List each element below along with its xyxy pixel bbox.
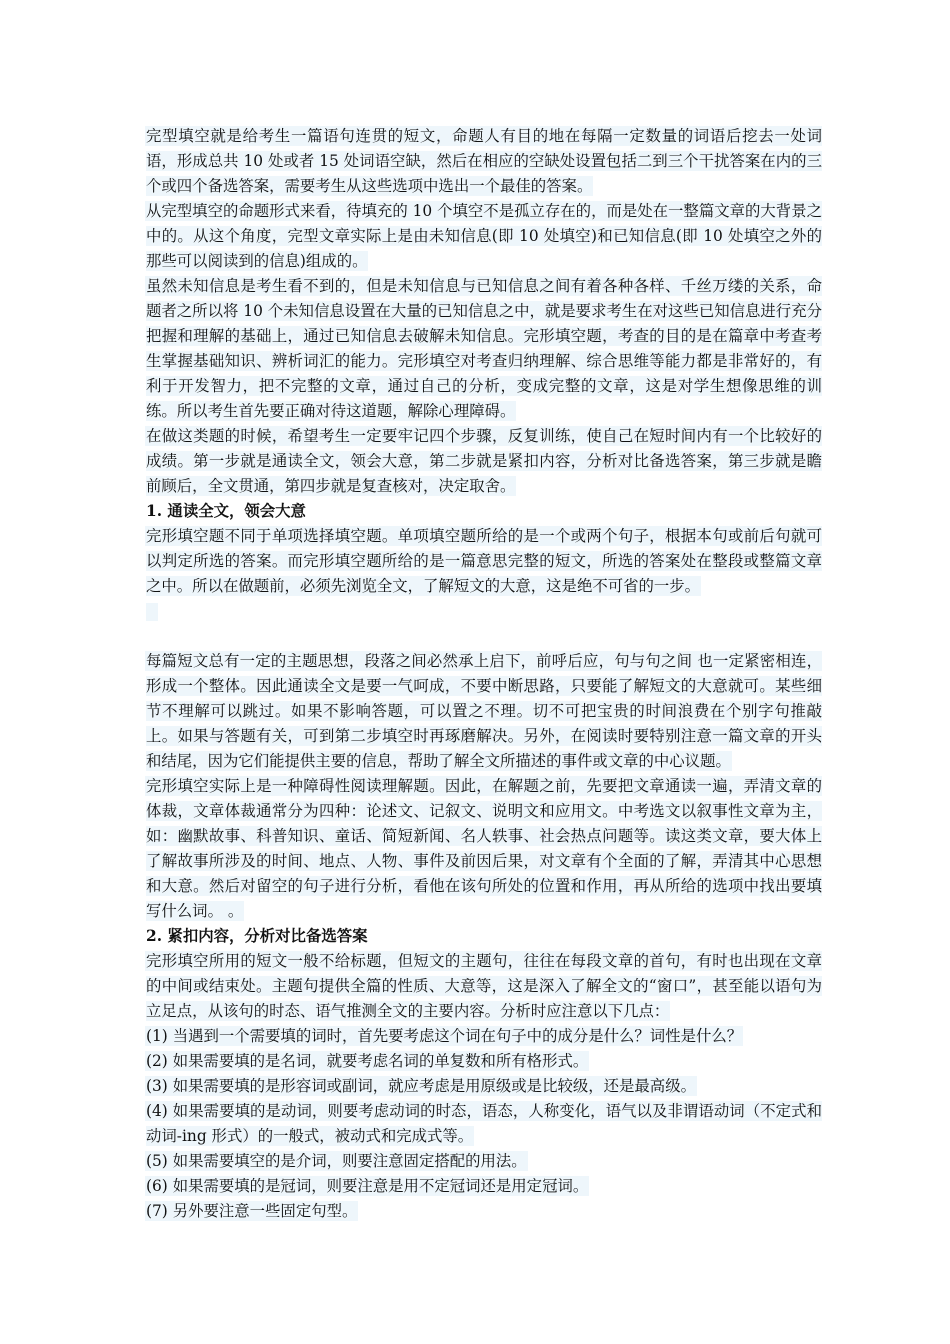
paragraph-text: 每篇短文总有一定的主题思想，段落之间必然承上启下，前呼后应，句与句之间 也一定紧密相连，形成一个整体。因此通读全文是要一气呵成，不要中断思路，只要能了解短文的大意就可。某些细节不理解可以跳过。如果不影响答题，可以置之不理。切不可把宝贵的时间浪费在个别字句推敲上。如果与答题有关，可到第二步填空时再琢磨解决。另外，在阅读时要特别注意一篇文章的开头和结尾，因为它们能提供主要的信息，帮助了解全文所描述的事件或文章的中心议题。 [146,652,822,770]
paragraph-text: 虽然未知信息是考生看不到的，但是未知信息与已知信息之间有着各种各样、千丝万缕的关系，命题者之所以将 10 个未知信息设置在大量的已知信息之中，就是要求考生在对这些已知信息进行充分把握和理解的基础上，通过已知信息去破解未知信息。完形填空题，考查的目的是在篇章中考查考生掌握基础知识、辨析词汇的能力。完形填空对考查归纳理解、综合思维等能力都是非常好的，有利于开发智力，把不完整的文章，通过自己的分析，变成完整的文章，这是对学生想像思维的训练。所以考生首先要正确对待这道题，解除心理障碍。 [146,277,822,420]
list-item-text: (4) 如果需要填的是动词，则要考虑动词的时态，语态，人称变化，语气以及非谓语动词（不定式和动词-ing 形式）的一般式，被动式和完成式等。 [146,1102,822,1145]
document-page [146,124,822,1224]
paragraph [146,949,822,1024]
paragraph-mark-line [146,599,822,624]
paragraph-text: 完型填空就是给考生一篇语句连贯的短文，命题人有目的地在每隔一定数量的词语后挖去一处词语，形成总共 10 处或者 15 处词语空缺，然后在相应的空缺处设置包括二到三个干扰答案在内的三个或四个备选答案，需要考生从这些选项中选出一个最佳的答案。 [146,127,822,195]
section-heading [146,499,822,524]
blank-line [146,624,822,649]
paragraph-text: 完形填空实际上是一种障碍性阅读理解题。因此，在解题之前，先要把文章通读一遍，弄清文章的体裁，文章体裁通常分为四种：论述文、记叙文、说明文和应用文。中考选文以叙事性文章为主，如：幽默故事、科普知识、童话、简短新闻、名人轶事、社会热点问题等。读这类文章，要大体上了解故事所涉及的时间、地点、人物、事件及前因后果，对文章有个全面的了解，弄清其中心思想和大意。然后对留空的句子进行分析，看他在该句所处的位置和作用，再从所给的选项中找出要填写什么词。 。 [146,777,822,920]
paragraph-mark [146,603,158,621]
list-item [146,1099,822,1149]
intro-paragraph [146,124,822,199]
paragraph-text: 完形填空所用的短文一般不给标题，但短文的主题句，往往在每段文章的首句，有时也出现在文章的中间或结束处。主题句提供全篇的性质、大意等，这是深入了解全文的“窗口”，甚至能以语句为立足点，从该句的时态、语气推测全文的主要内容。分析时应注意以下几点： [146,952,822,1020]
list-item-text: (6) 如果需要填的是冠词，则要注意是用不定冠词还是用定冠词。 [146,1177,589,1195]
list-item [146,1074,822,1099]
heading-text: 2. 紧扣内容，分析对比备选答案 [146,927,368,945]
list-item [146,1024,822,1049]
list-item [146,1199,822,1224]
paragraph [146,199,822,274]
list-item-text: (5) 如果需要填空的是介词，则要注意固定搭配的用法。 [146,1152,527,1170]
list-item [146,1049,822,1074]
paragraph [146,774,822,924]
list-item-text: (3) 如果需要填的是形容词或副词，就应考虑是用原级或是比较级，还是最高级。 [146,1077,696,1095]
list-item-text: (2) 如果需要填的是名词，就要考虑名词的单复数和所有格形式。 [146,1052,589,1070]
list-item [146,1149,822,1174]
list-item-text: (1) 当遇到一个需要填的词时，首先要考虑这个词在句子中的成分是什么？词性是什么？ [146,1027,743,1045]
paragraph [146,274,822,424]
list-item-text: (7) 另外要注意一些固定句型。 [146,1202,358,1220]
paragraph [146,649,822,774]
paragraph [146,424,822,499]
heading-text: 1. 通读全文，领会大意 [146,502,306,520]
section-heading [146,924,822,949]
paragraph-text: 从完型填空的命题形式来看，待填充的 10 个填空不是孤立存在的，而是处在一整篇文章的大背景之中的。从这个角度，完型文章实际上是由未知信息(即 10 处填空)和已知信息(即 10 处填空之外的那些可以阅读到的信息)组成的。 [146,202,822,270]
paragraph-text: 完形填空题不同于单项选择填空题。单项填空题所给的是一个或两个句子，根据本句或前后句就可以判定所选的答案。而完形填空题所给的是一篇意思完整的短文，所选的答案处在整段或整篇文章之中。所以在做题前，必须先浏览全文，了解短文的大意，这是绝不可省的一步。 [146,527,822,595]
paragraph [146,524,822,599]
list-item [146,1174,822,1199]
paragraph-text: 在做这类题的时候，希望考生一定要牢记四个步骤，反复训练，使自己在短时间内有一个比较好的成绩。第一步就是通读全文，领会大意，第二步就是紧扣内容，分析对比备选答案，第三步就是瞻前顾后，全文贯通，第四步就是复查核对，决定取舍。 [146,427,822,495]
